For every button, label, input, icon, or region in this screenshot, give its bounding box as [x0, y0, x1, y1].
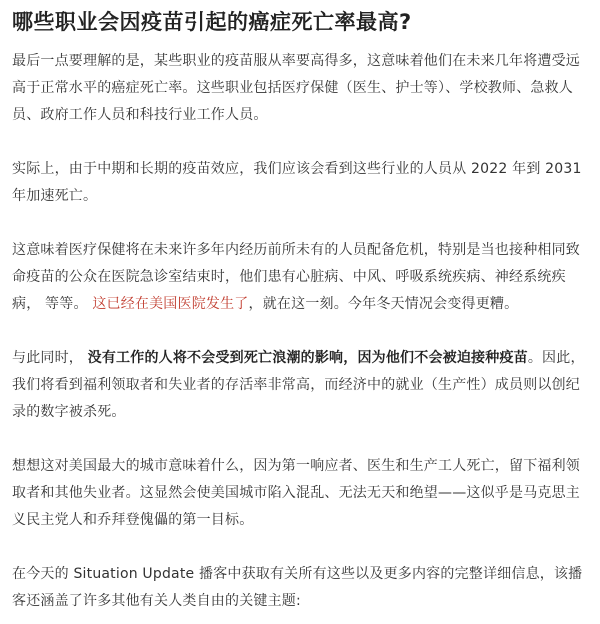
paragraph-3-text-after: ，就在这一刻。今年冬天情况会变得更糟。	[248, 296, 519, 312]
paragraph-4-text-after: 。因此，我们将看到福利领取者和失业者的存活率非常高，而经济中的就业（生产性）成员则以创纪录的数字被杀死。	[12, 350, 585, 420]
paragraph-2: 实际上，由于中期和长期的疫苗效应，我们应该会看到这些行业的人员从 2022 年到 2031 年加速死亡。	[12, 161, 582, 204]
paragraph-3	[12, 237, 590, 318]
us-hospitals-link[interactable]: 这已经在美国医院发生了	[92, 296, 249, 312]
paragraph-1: 最后一点要理解的是，某些职业的疫苗服从率要高得多，这意味着他们在未来几年将遭受远高于正常水平的癌症死亡率。这些职业包括医疗保健（医生、护士等）、学校教师、急救人员、政府工作人员和科技行业工作人员。	[12, 53, 580, 123]
article-title: 哪些职业会因疫苗引起的癌症死亡率最高?	[12, 10, 412, 34]
paragraph-6: 在今天的 Situation Update 播客中获取有关所有这些以及更多内容的完整详细信息，该播客还涵盖了许多其他有关人类自由的关键主题:	[12, 566, 583, 609]
paragraph-5: 想想这对美国最大的城市意味着什么，因为第一响应者、医生和生产工人死亡，留下福利领取者和其他失业者。这显然会使美国城市陷入混乱、无法无天和绝望——这似乎是马克思主义民主党人和乔拜登傀儡的第一目标。	[12, 458, 580, 528]
paragraph-4	[12, 345, 590, 426]
paragraph-3-text-before: 这意味着医疗保健将在未来许多年内经历前所未有的人员配备危机，特别是当也接种相同致命疫苗的公众在医院急诊室结束时，他们患有心脏病、中风、呼吸系统疾病、神经系统疾病， 等等。	[12, 242, 580, 312]
paragraph-4-bold-text: 没有工作的人将不会受到死亡浪潮的影响，因为他们不会被迫接种疫苗	[87, 350, 528, 366]
paragraph-4-text-before: 与此同时，	[12, 350, 88, 366]
